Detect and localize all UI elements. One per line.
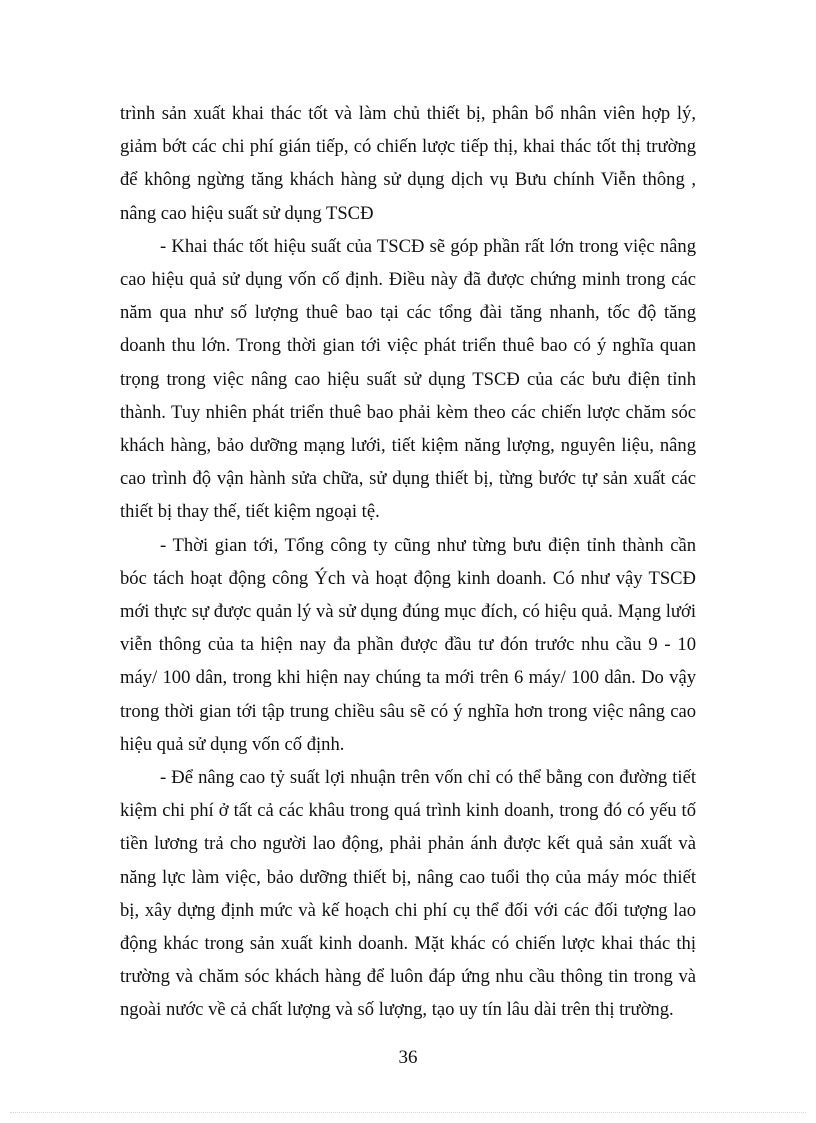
paragraph-separation-of-activities: - Thời gian tới, Tổng công ty cũng như từng bưu điện tỉnh thành cần bóc tách hoạt động công Ých và hoạt động kinh doanh. Có như vậy TSCĐ mới thực sự được quản lý và sử dụng đúng mục đích, có hiệu quả. Mạng lưới viễn thông của ta hiện nay đa phần được đầu tư đón trước nhu cầu 9 - 10 máy/ 100 dân, trong khi hiện nay chúng ta mới trên 6 máy/ 100 dân. Do vậy trong thời gian tới tập trung chiều sâu sẽ có ý nghĩa hơn trong việc nâng cao hiệu quả sử dụng vốn cố định. <box>120 534 696 755</box>
bottom-divider <box>10 1112 806 1113</box>
paragraph-profit-ratio: - Để nâng cao tỷ suất lợi nhuận trên vốn chỉ có thể bằng con đường tiết kiệm chi phí ở tất cả các khâu trong quá trình kinh doanh, trong đó có yếu tố tiền lương trả cho người lao động, phải phản ánh được kết quả sản xuất và năng lực làm việc, bảo dưỡng thiết bị, nâng cao tuổi thọ của máy móc thiết bị, xây dựng định mức và kế hoạch chi phí cụ thể đối với các đối tượng lao động khác trong sản xuất kinh doanh. Mặt khác có chiến lược khai thác thị trường và chăm sóc khách hàng để luôn đáp ứng nhu cầu thông tin trong và ngoài nước về cả chất lượng và số lượng, tạo uy tín lâu dài trên thị trường. <box>120 767 696 1021</box>
body-text <box>120 97 696 1027</box>
page-number: 36 <box>398 1047 418 1068</box>
paragraph-fixed-asset-efficiency: - Khai thác tốt hiệu suất của TSCĐ sẽ góp phần rất lớn trong việc nâng cao hiệu quả sử dụng vốn cố định. Điều này đã được chứng minh trong các năm qua như số lượng thuê bao tại các tổng đài tăng nhanh, tốc độ tăng doanh thu lớn. Trong thời gian tới việc phát triển thuê bao có ý nghĩa quan trọng trong việc nâng cao hiệu suất sử dụng TSCĐ của các bưu điện tỉnh thành. Tuy nhiên phát triển thuê bao phải kèm theo các chiến lược chăm sóc khách hàng, bảo dưỡng mạng lưới, tiết kiệm năng lượng, nguyên liệu, nâng cao trình độ vận hành sửa chữa, sử dụng thiết bị, từng bước tự sản xuất các thiết bị thay thế, tiết kiệm ngoại tệ. <box>120 235 696 523</box>
paragraph-continuation: trình sản xuất khai thác tốt và làm chủ thiết bị, phân bổ nhân viên hợp lý, giảm bớt các chi phí gián tiếp, có chiến lược tiếp thị, khai thác tốt thị trường để không ngừng tăng khách hàng sử dụng dịch vụ Bưu chính Viễn thông , nâng cao hiệu suất sử dụng TSCĐ <box>120 103 696 224</box>
